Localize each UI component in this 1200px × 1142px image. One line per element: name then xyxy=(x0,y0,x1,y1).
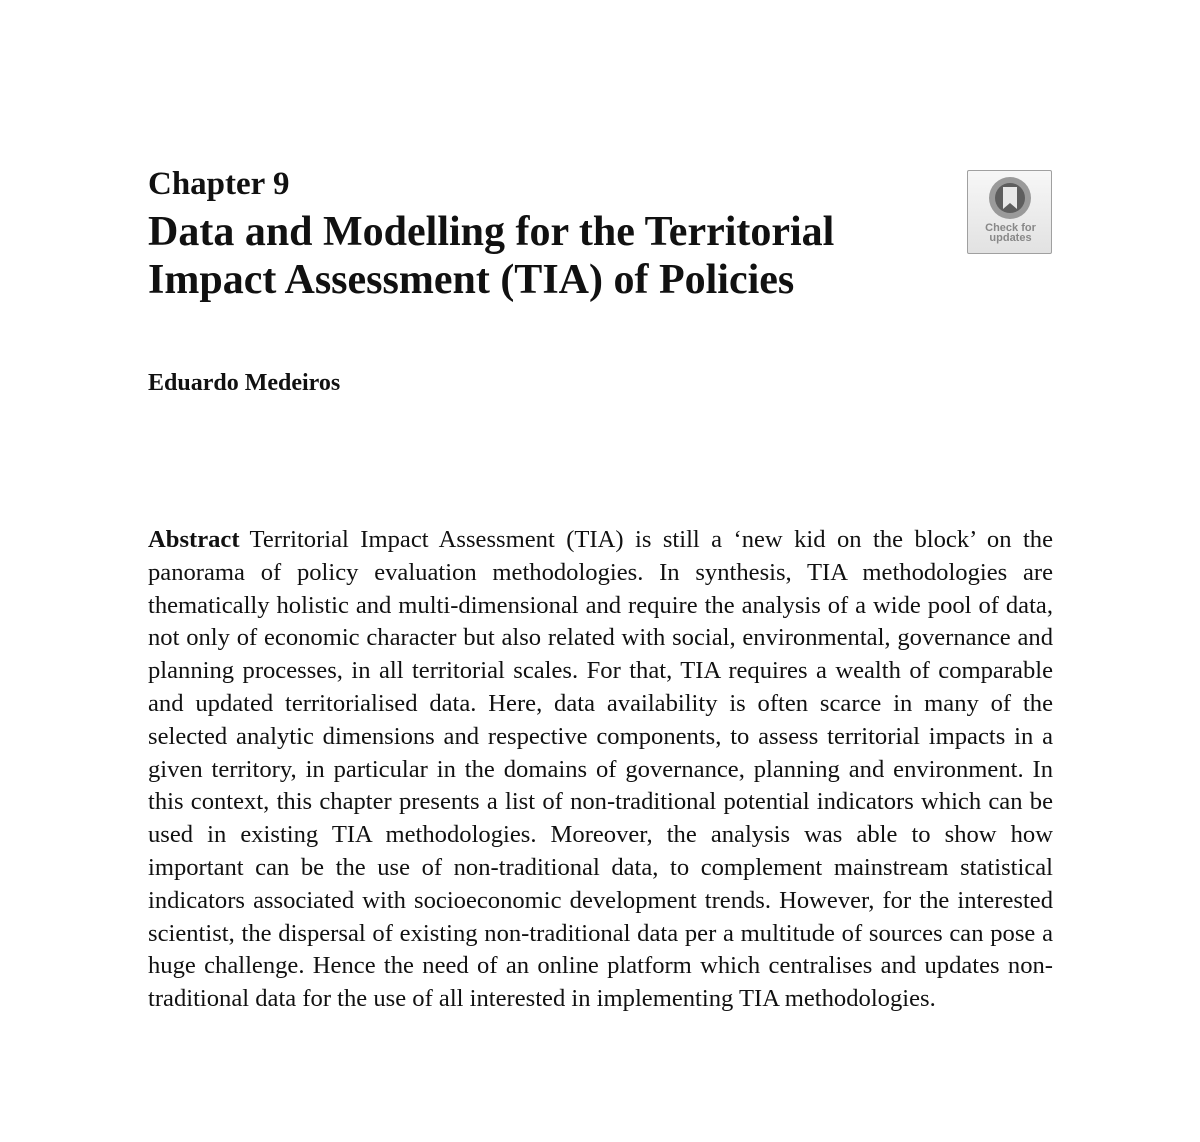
abstract xyxy=(148,524,1053,1016)
check-for-updates-label: Check for updates xyxy=(985,222,1036,244)
chapter-label: Chapter 9 xyxy=(148,166,290,202)
check-for-updates-button[interactable] xyxy=(967,170,1052,254)
abstract-text: Territorial Impact Assessment (TIA) is still a ‘new kid on the block’ on the panorama of policy evaluation methodologies. In synthesis, TIA methodologies are thematically holistic and multi-dimensional and require the analysis of a wide pool of data, not only of economic character but also related with social, environmental, governance and planning processes, in all territorial scales. For that, TIA requires a wealth of comparable and updated territorialised data. Here, data availability is often scarce in many of the selected analytic dimensions and respective components, to assess territorial impacts in a given territory, in particular in the domains of governance, planning and environment. In this context, this chapter presents a list of non-traditional potential indicators which can be used in existing TIA methodologies. Moreover, the analysis was able to show how important can be the use of non-traditional data, to complement mainstream statistical indicators associated with socioeconomic development trends. However, for the interested scientist, the dispersal of existing non-traditional data per a multitude of sources can pose a huge challenge. Hence the need of an online platform which centralises and updates non-traditional data for the use of all interested in implementing TIA methodologies. xyxy=(148,526,1053,1013)
bookmark-check-icon xyxy=(987,175,1033,221)
abstract-label: Abstract xyxy=(148,526,240,553)
chapter-title: Data and Modelling for the Territorial Impact Assessment (TIA) of Policies xyxy=(148,209,835,303)
author-name: Eduardo Medeiros xyxy=(148,370,341,396)
